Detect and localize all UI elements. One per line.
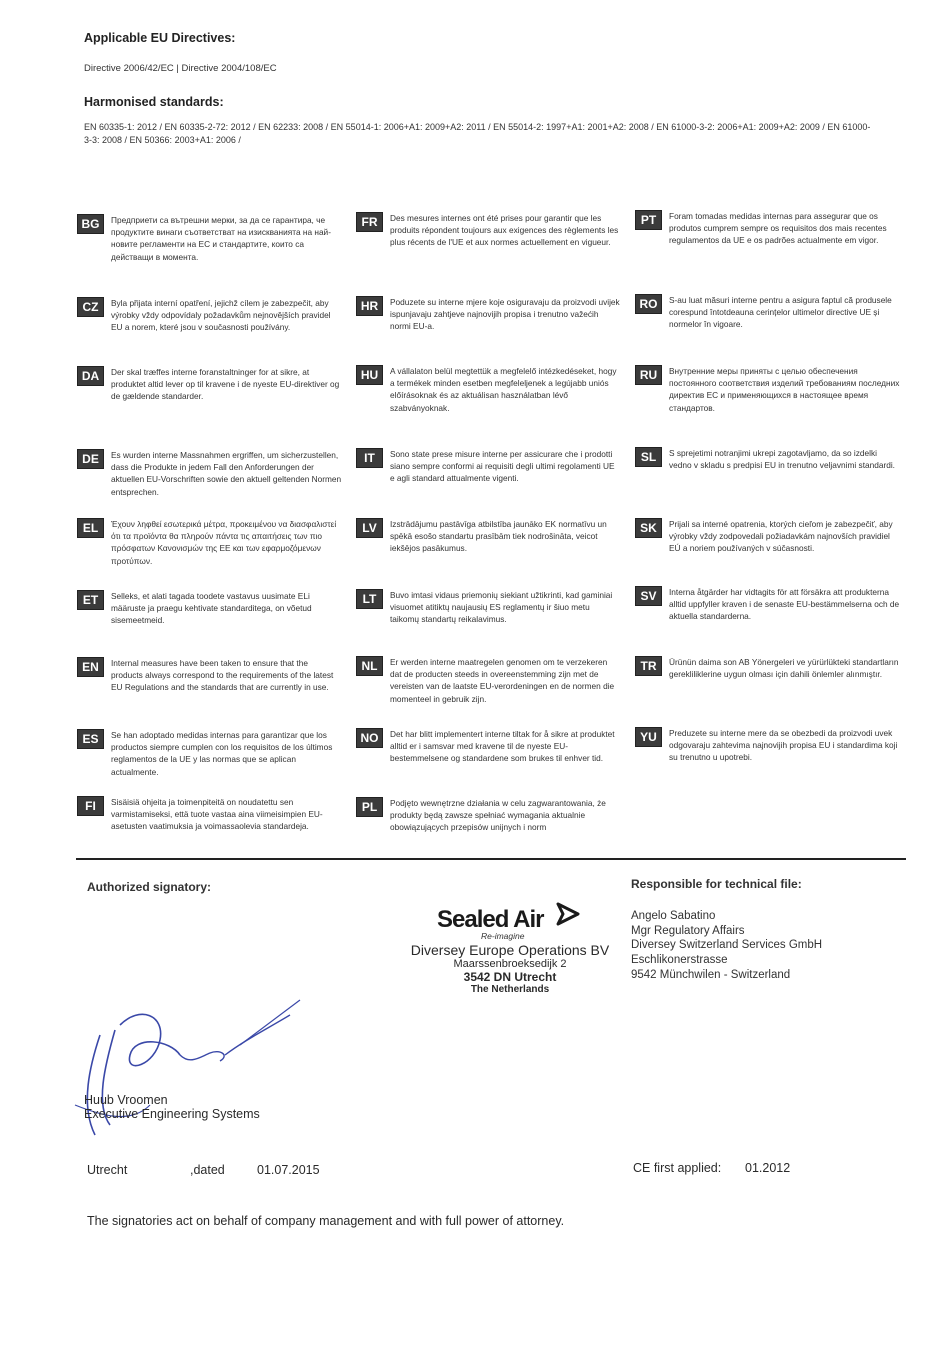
company-name: Diversey Europe Operations BV (410, 942, 610, 958)
lang-badge: LV (356, 518, 383, 538)
lang-block-sk (635, 518, 900, 555)
lang-text: Selleks, et alati tagada toodete vastavus uusimate ELi määruste ja praegu kehtivate standarditega, on võetud sisemeetmeid. (111, 591, 312, 626)
lang-badge: FI (77, 796, 104, 816)
lang-text: Er werden interne maatregelen genomen om te verzekeren dat de producten steeds in overeenstemming zijn met de vereisten van de laatste EU-verordeningen en de normen die momenteel in gebruik zijn. (390, 657, 615, 704)
lang-block-fr (356, 212, 621, 249)
lang-block-pl (356, 797, 621, 834)
lang-badge: ET (77, 590, 104, 610)
lang-text: Έχουν ληφθεί εσωτερικά μέτρα, προκειμένου να διασφαλιστεί ότι τα προϊόντα θα πληρούν πάντα τις απαιτήσεις των πιο πρόσφατων Κανονισμών της ΕΕ και των εφαρμοζόμενων προτύπων. (111, 519, 337, 566)
standards-title: Harmonised standards: (84, 95, 224, 109)
dated-label: ,dated (190, 1163, 225, 1177)
lang-badge: PT (635, 210, 662, 230)
lang-block-lv (356, 518, 621, 555)
lang-block-cz (77, 297, 342, 334)
signer-name: Huub Vroomen (84, 1093, 168, 1107)
sealed-air-logo: Sealed Air (437, 906, 544, 933)
lang-block-ru (635, 365, 900, 414)
technical-file-line: Angelo Sabatino (631, 910, 716, 922)
logo-tagline: Re-imagine (481, 931, 525, 941)
lang-text: Interna åtgärder har vidtagits för att försäkra att produkterna alltid uppfyller kraven i de senaste EU-bestämmelserna och de aktuella standarderna. (669, 587, 900, 622)
lang-badge: DA (77, 366, 104, 386)
lang-block-yu (635, 727, 900, 764)
lang-block-hu (356, 365, 621, 414)
lang-badge: YU (635, 727, 662, 747)
lang-badge: NL (356, 656, 383, 676)
lang-block-de (77, 449, 342, 498)
directives-text: Directive 2006/42/EC | Directive 2004/108/EC (84, 63, 277, 74)
lang-badge: FR (356, 212, 383, 232)
company-logo-block (395, 900, 625, 1000)
lang-block-bg (77, 214, 342, 263)
lang-text: Byla přijata interní opatření, jejichž cílem je zabezpečit, aby výrobky vždy odpovídaly požadavkům nejnovějších pravidel EU a norem, které jsou v současnosti používány. (111, 298, 331, 333)
lang-badge: EN (77, 657, 104, 677)
lang-text: Det har blitt implementert interne tiltak for å sikre at produktet alltid er i samsvar med kravene til de nyeste EU-bestemmelsene og standardene som brukes til enhver tid. (390, 729, 615, 764)
lang-text: Des mesures internes ont été prises pour garantir que les produits répondent toujours aux exigences des règlements les plus récents de l'UE et aux normes actuellement en vigueur. (390, 213, 619, 248)
lang-text: Podjęto wewnętrzne działania w celu zagwarantowania, że produkty będą zawsze spełniać wymagania aktualnie obowiązujących przepisów unijnych i norm (390, 798, 606, 833)
technical-file-line: Diversey Switzerland Services GmbH (631, 939, 823, 951)
lang-block-ro (635, 294, 900, 331)
lang-block-sl (635, 447, 900, 471)
lang-badge: PL (356, 797, 383, 817)
lang-badge: HU (356, 365, 383, 385)
lang-badge: LT (356, 589, 383, 609)
lang-block-en (77, 657, 342, 694)
date: 01.07.2015 (257, 1163, 320, 1177)
lang-text: S-au luat măsuri interne pentru a asigura faptul că produsele corespund întotdeauna cerințelor ultimelor directive UE și normelor în vigoare. (669, 295, 892, 330)
lang-badge: EL (77, 518, 104, 538)
lang-text: A vállalaton belül megtettük a megfelelő intézkedéseket, hogy a termékek minden esetben megfeleljenek a legújabb uniós előírásoknak és az aktuálisan használatban lévő szabványoknak. (390, 366, 617, 413)
lang-block-no (356, 728, 621, 765)
lang-block-es (77, 729, 342, 778)
lang-badge: CZ (77, 297, 104, 317)
lang-text: Buvo imtasi vidaus priemonių siekiant užtikrinti, kad gaminiai visuomet atitiktų naujausių ES reglamentų ir šiuo metu taikomų standartų reikalavimus. (390, 590, 613, 625)
lang-badge: TR (635, 656, 662, 676)
lang-block-pt (635, 210, 900, 247)
lang-block-tr (635, 656, 900, 680)
lang-text: Izstrādājumu pastāvīga atbilstība jaunāko EK normatīvu un spēkā esošo standartu prasībām tiek nodrošināta, veicot iekšējos pasākumus. (390, 519, 607, 554)
lang-badge: IT (356, 448, 383, 468)
company-country: The Netherlands (470, 984, 550, 995)
technical-file-line: Mgr Regulatory Affairs (631, 925, 745, 937)
company-street: Maarssenbroeksedijk 2 (453, 958, 567, 970)
lang-text: Sisäisiä ohjeita ja toimenpiteitä on noudatettu sen varmistamiseksi, että tuote vastaa aina viimeisimpien EU-asetusten vaatimuksia ja voimassaolevia standardeja. (111, 797, 323, 832)
standards-text: EN 60335-1: 2012 / EN 60335-2-72: 2012 / EN 62233: 2008 / EN 55014-1: 2006+A1: 2009+A2: 2011 / EN 55014-2: 1997+A1: 2001+A2: 2008 / EN 61000-3-2: 2006+A1: 2009+A2: 2009 / EN 61000-3-3: 2008 / EN 50366: 2003+A1: 2006 / (84, 122, 871, 145)
handwritten-signature (70, 985, 310, 1145)
company-postal: 3542 DN Utrecht (463, 970, 557, 984)
lang-text: Internal measures have been taken to ensure that the products always correspond to the requirements of the latest EU Regulations and the standards that are currently in use. (111, 658, 334, 693)
place: Utrecht (87, 1163, 128, 1177)
technical-file-line: Eschlikonerstrasse (631, 954, 728, 966)
lang-badge: RU (635, 365, 662, 385)
lang-badge: HR (356, 296, 383, 316)
lang-block-lt (356, 589, 621, 626)
lang-badge: SV (635, 586, 662, 606)
lang-block-et (77, 590, 342, 627)
directives-title: Applicable EU Directives: (84, 31, 236, 45)
divider-rule (76, 858, 906, 860)
lang-block-fi (77, 796, 342, 833)
lang-block-hr (356, 296, 621, 333)
lang-text: Предприети са вътрешни мерки, за да се гарантира, че продуктите винаги съответстват на изискванията на най-новите регламенти на ЕС и стандартите, които са действащи в момента. (111, 215, 331, 262)
lang-badge: NO (356, 728, 383, 748)
lang-block-it (356, 448, 621, 485)
lang-badge: SK (635, 518, 662, 538)
lang-text: Se han adoptado medidas internas para garantizar que los productos siempre cumplen con los requisitos de los últimos reglamentos de la UE y las normas que se aplican actualmente. (111, 730, 333, 777)
ce-label: CE first applied: (633, 1161, 722, 1175)
technical-file-title: Responsible for technical file: (631, 877, 802, 891)
lang-badge: BG (77, 214, 104, 234)
lang-text: Preduzete su interne mere da se obezbedi da proizvodi uvek odgovaraju zahtevima najnovijih propisa EU i standardima koji su trenutno u upotrebi. (669, 728, 898, 763)
lang-badge: SL (635, 447, 662, 467)
lang-text: Es wurden interne Massnahmen ergriffen, um sicherzustellen, dass die Produkte in jedem Fall den Anforderungen der aktuellen EU-Vorschriften sowie den aktuell geltenden Normen entsprechen. (111, 450, 342, 497)
lang-text: Sono state prese misure interne per assicurare che i prodotti siano sempre conformi ai requisiti degli ultimi regolamenti UE e agli standard attualmente vigenti. (390, 449, 615, 484)
lang-text: Der skal træffes interne foranstaltninger for at sikre, at produktet altid lever op til kravene i de nyeste EU-direktiver og de gældende standarder. (111, 367, 340, 402)
footer-note: The signatories act on behalf of company management and with full power of attorney. (87, 1214, 565, 1228)
signer-role: Executive Engineering Systems (84, 1107, 260, 1121)
lang-block-el (77, 518, 342, 567)
lang-block-nl (356, 656, 621, 705)
sealed-air-logo-arrow-icon (555, 902, 581, 926)
lang-badge: DE (77, 449, 104, 469)
lang-text: Prijali sa interné opatrenia, ktorých cieľom je zabezpečiť, aby výrobky vždy zodpovedali požiadavkám najnovších pravidiel EÚ a noriem používaných v súčasnosti. (669, 519, 893, 554)
authorized-title: Authorized signatory: (87, 880, 212, 894)
lang-text: Poduzete su interne mjere koje osiguravaju da proizvodi uvijek ispunjavaju zahtjeve najnovijih propisa i trenutno važećih normi EU-a. (390, 297, 620, 332)
lang-text: Внутренние меры приняты с целью обеспечения постоянного соответствия изделий требованиям последних директив ЕС и применяющихся в настоящее время стандартов. (669, 366, 900, 413)
ce-date: 01.2012 (745, 1161, 791, 1175)
lang-text: Foram tomadas medidas internas para assegurar que os produtos cumprem sempre os requisitos dos mais recentes regulamentos da UE e os padrões actualmente em vigor. (669, 211, 887, 246)
lang-badge: ES (77, 729, 104, 749)
lang-block-da (77, 366, 342, 403)
lang-badge: RO (635, 294, 662, 314)
technical-file-line: 9542 Münchwilen - Switzerland (631, 969, 791, 981)
lang-block-sv (635, 586, 900, 623)
lang-text: Ürünün daima son AB Yönergeleri ve yürürlükteki standartların gerekliliklerine uygun olması için dahili önlemler alınmıştır. (669, 657, 899, 680)
lang-text: S sprejetimi notranjimi ukrepi zagotavljamo, da so izdelki vedno v skladu s predpisi EU in trenutno veljavnimi standardi. (669, 448, 895, 471)
